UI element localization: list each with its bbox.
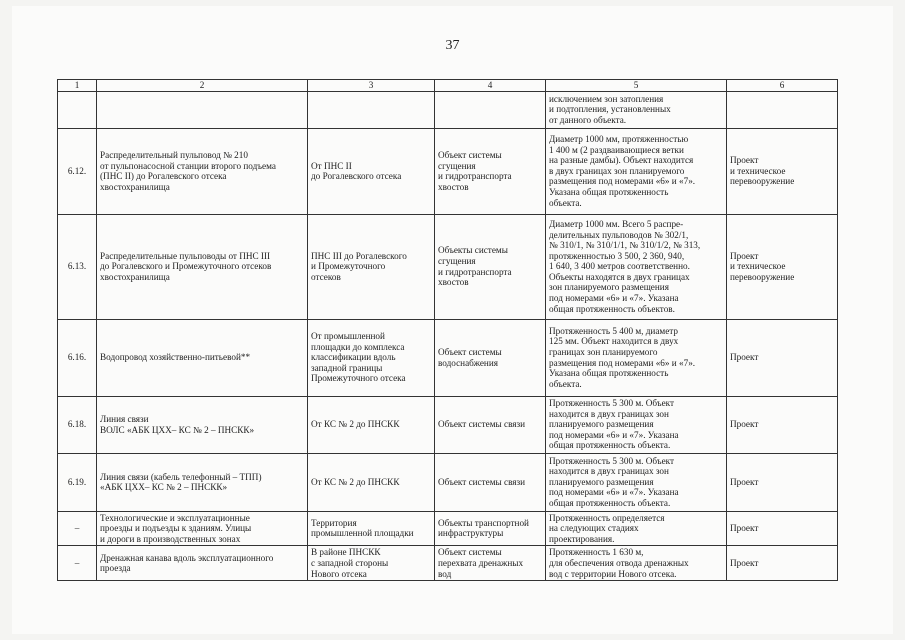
- text-line: Диаметр 1000 мм. Всего 5 распре-: [549, 218, 684, 229]
- text-line: Объекты находятся в двух границах: [549, 271, 690, 282]
- text-line: Указана общая протяженность: [549, 368, 669, 379]
- text-line: От КС № 2 до ПНСКК: [311, 419, 400, 430]
- text-line: Распределительные пульповоды от ПНС III: [100, 250, 271, 261]
- text-line: и дороги в производственных зонах: [100, 533, 241, 544]
- table-body: [58, 91, 838, 581]
- object-purpose: [435, 319, 546, 396]
- object-status: [727, 396, 838, 453]
- table-row: [58, 91, 838, 128]
- object-purpose: [435, 453, 546, 511]
- text-line: Распределительный пульповод № 210: [100, 149, 248, 160]
- text-line: в двух границах зон планируемого: [549, 165, 685, 176]
- text-line: Проект: [730, 476, 759, 487]
- text-line: общая протяженность объекта.: [549, 440, 671, 451]
- object-status: [727, 511, 838, 546]
- text-line: Объекты системы: [438, 245, 508, 256]
- text-line: Объект системы: [438, 347, 502, 357]
- text-line: Протяженность определяется: [549, 512, 665, 523]
- text-line: Проект: [730, 523, 759, 534]
- object-location: [308, 453, 435, 511]
- text-line: делительных пульповодов № 302/1,: [549, 229, 689, 240]
- text-line: под номерами «6» и «7». Указана: [549, 293, 679, 304]
- text-line: Объекты транспортной: [438, 517, 529, 528]
- table-row: [58, 214, 838, 319]
- text-line: до Рогалевского отсека: [311, 171, 402, 182]
- text-line: исключением зон затопления: [549, 93, 664, 104]
- object-purpose: [435, 546, 546, 581]
- column-header: 4: [435, 80, 546, 92]
- text-line: находится в двух границах зон: [549, 408, 669, 419]
- text-line: Дренажная канава вдоль эксплуатационного: [100, 552, 274, 563]
- text-line: зон планируемого размещения: [549, 282, 669, 293]
- text-line: размещения под номерами «6» и «7».: [549, 357, 696, 368]
- object-location: [308, 91, 435, 128]
- text-line: для обеспечения отвода дренажных: [549, 557, 689, 568]
- text-line: с западной стороны: [311, 557, 389, 568]
- text-line: хвостохранилища: [100, 181, 170, 192]
- text-line: протяженностью 3 500, 2 360, 940,: [549, 250, 685, 261]
- text-line: Объект системы: [438, 149, 502, 160]
- object-notes: [546, 214, 727, 319]
- object-location: [308, 214, 435, 319]
- table-header-row: [58, 80, 838, 92]
- text-line: вод с территории Нового отсека.: [549, 568, 677, 579]
- text-line: Линия связи (кабель телефонный – ТПП): [100, 471, 262, 482]
- text-line: Территория: [311, 517, 357, 528]
- text-line: и подтопления, установленных: [549, 104, 671, 115]
- object-purpose: [435, 91, 546, 128]
- text-line: объекта.: [549, 378, 582, 389]
- text-line: Протяженность 5 300 м. Объект: [549, 455, 675, 466]
- text-line: размещения под номерами «6» и «7».: [549, 176, 696, 187]
- object-name: [97, 214, 308, 319]
- text-line: Технологические и эксплуатационные: [100, 512, 250, 523]
- object-location: [308, 396, 435, 453]
- text-line: Объект системы связи: [438, 476, 526, 487]
- object-name: [97, 453, 308, 511]
- table-row: [58, 128, 838, 214]
- text-line: границах зон планируемого: [549, 347, 658, 357]
- column-header: 3: [308, 80, 435, 92]
- object-purpose: [435, 128, 546, 214]
- text-line: отсеков: [311, 271, 341, 282]
- object-name: [97, 128, 308, 214]
- text-line: От ПНС II: [311, 160, 352, 171]
- table-row: [58, 511, 838, 546]
- text-line: Объект системы связи: [438, 419, 526, 430]
- object-status: [727, 128, 838, 214]
- text-line: хвостов: [438, 181, 469, 192]
- object-status: [727, 319, 838, 396]
- text-line: Промежуточного отсека: [311, 373, 406, 384]
- text-line: ПНС III до Рогалевского: [311, 250, 407, 261]
- object-status: [727, 91, 838, 128]
- text-line: под номерами «6» и «7». Указана: [549, 429, 679, 440]
- text-line: Протяженность 1 630 м,: [549, 547, 644, 558]
- object-notes: [546, 546, 727, 581]
- text-line: инфраструктуры: [438, 528, 504, 539]
- text-line: Проект: [730, 352, 759, 363]
- text-line: сгущения: [438, 256, 476, 266]
- text-line: От промышленной: [311, 331, 385, 342]
- text-line: От КС № 2 до ПНСКК: [311, 476, 400, 487]
- text-line: планируемого размещения: [549, 419, 654, 430]
- text-line: классификации вдоль: [311, 352, 396, 363]
- text-line: общая протяженность объектов.: [549, 303, 675, 314]
- object-name: [97, 396, 308, 453]
- text-line: проезда: [100, 563, 131, 574]
- row-number: [58, 91, 97, 128]
- row-number: 6.18.: [58, 396, 97, 453]
- text-line: на следующих стадиях: [549, 523, 639, 534]
- text-line: промышленной площадки: [311, 528, 414, 539]
- object-location: [308, 511, 435, 546]
- text-line: сгущения: [438, 160, 476, 171]
- column-header: 6: [727, 80, 838, 92]
- object-purpose: [435, 396, 546, 453]
- text-line: находится в двух границах зон: [549, 466, 669, 477]
- row-number: –: [58, 546, 97, 581]
- object-name: [97, 546, 308, 581]
- text-line: перевооружение: [730, 271, 795, 282]
- object-name: [97, 91, 308, 128]
- objects-table: [57, 79, 838, 581]
- text-line: хвостохранилища: [100, 271, 170, 282]
- text-line: 1 400 м (2 раздваивающиеся ветки: [549, 144, 684, 155]
- text-line: ВОЛС «АБК ЦХХ– КС № 2 – ПНСКК»: [100, 424, 255, 435]
- row-number: 6.19.: [58, 453, 97, 511]
- text-line: на разные дамбы). Объект находится: [549, 155, 694, 166]
- object-purpose: [435, 511, 546, 546]
- object-status: [727, 546, 838, 581]
- text-line: и гидротранспорта: [438, 171, 512, 182]
- text-line: Протяженность 5 300 м. Объект: [549, 398, 675, 409]
- object-notes: [546, 511, 727, 546]
- object-location: [308, 319, 435, 396]
- text-line: водоснабжения: [438, 357, 498, 368]
- text-line: 125 мм. Объект находится в двух: [549, 336, 679, 347]
- table-row: [58, 396, 838, 453]
- text-line: западной границы: [311, 362, 383, 373]
- object-notes: [546, 128, 727, 214]
- row-number: 6.16.: [58, 319, 97, 396]
- row-number: 6.13.: [58, 214, 97, 319]
- table-row: [58, 453, 838, 511]
- text-line: от данного объекта.: [549, 114, 627, 125]
- text-line: хвостов: [438, 277, 469, 288]
- table-row: [58, 546, 838, 581]
- text-line: Нового отсека: [311, 568, 367, 579]
- object-status: [727, 453, 838, 511]
- text-line: Указана общая протяженность: [549, 186, 669, 197]
- object-name: [97, 319, 308, 396]
- text-line: и техническое: [730, 165, 786, 176]
- text-line: Проект: [730, 250, 759, 261]
- object-notes: [546, 319, 727, 396]
- object-name: [97, 511, 308, 546]
- text-line: Объект системы: [438, 547, 502, 558]
- text-line: и техническое: [730, 261, 786, 272]
- column-header: 1: [58, 80, 97, 92]
- row-number: –: [58, 511, 97, 546]
- column-header: 5: [546, 80, 727, 92]
- text-line: Протяженность 5 400 м, диаметр: [549, 325, 679, 336]
- text-line: объекта.: [549, 197, 582, 208]
- text-line: перехвата дренажных: [438, 557, 524, 568]
- text-line: Водопровод хозяйственно-питьевой**: [100, 352, 251, 363]
- text-line: проектирования.: [549, 533, 615, 544]
- object-status: [727, 214, 838, 319]
- text-line: от пульпонасосной станции второго подъема: [100, 160, 276, 171]
- object-notes: [546, 396, 727, 453]
- text-line: площадки до комплекса: [311, 341, 405, 352]
- text-line: В районе ПНСКК: [311, 547, 381, 558]
- text-line: Проект: [730, 155, 759, 166]
- text-line: Проект: [730, 557, 759, 568]
- text-line: 1 640, 3 400 метров соответственно.: [549, 261, 690, 272]
- table-row: [58, 319, 838, 396]
- object-purpose: [435, 214, 546, 319]
- text-line: и Промежуточного: [311, 261, 386, 272]
- text-line: № 310/1, № 310/1/1, № 310/1/2, № 313,: [549, 240, 701, 251]
- object-location: [308, 546, 435, 581]
- object-location: [308, 128, 435, 214]
- object-notes: [546, 91, 727, 128]
- text-line: перевооружение: [730, 176, 795, 187]
- object-notes: [546, 453, 727, 511]
- text-line: Линия связи: [100, 414, 149, 424]
- text-line: (ПНС II) до Рогалевского отсека: [100, 171, 227, 182]
- text-line: вод: [438, 568, 452, 579]
- row-number: 6.12.: [58, 128, 97, 214]
- text-line: «АБК ЦХХ– КС № 2 – ПНСКК»: [100, 482, 228, 493]
- text-line: под номерами «6» и «7». Указана: [549, 487, 679, 498]
- text-line: проезды и подъезды к зданиям. Улицы: [100, 523, 252, 534]
- text-line: планируемого размещения: [549, 476, 654, 487]
- column-header: 2: [97, 80, 308, 92]
- text-line: и гидротранспорта: [438, 266, 512, 277]
- text-line: Проект: [730, 419, 759, 430]
- text-line: общая протяженность объекта.: [549, 497, 671, 508]
- text-line: до Рогалевского и Промежуточного отсеков: [100, 261, 272, 272]
- page-number: 37: [445, 38, 460, 53]
- text-line: Диаметр 1000 мм, протяженностью: [549, 134, 689, 145]
